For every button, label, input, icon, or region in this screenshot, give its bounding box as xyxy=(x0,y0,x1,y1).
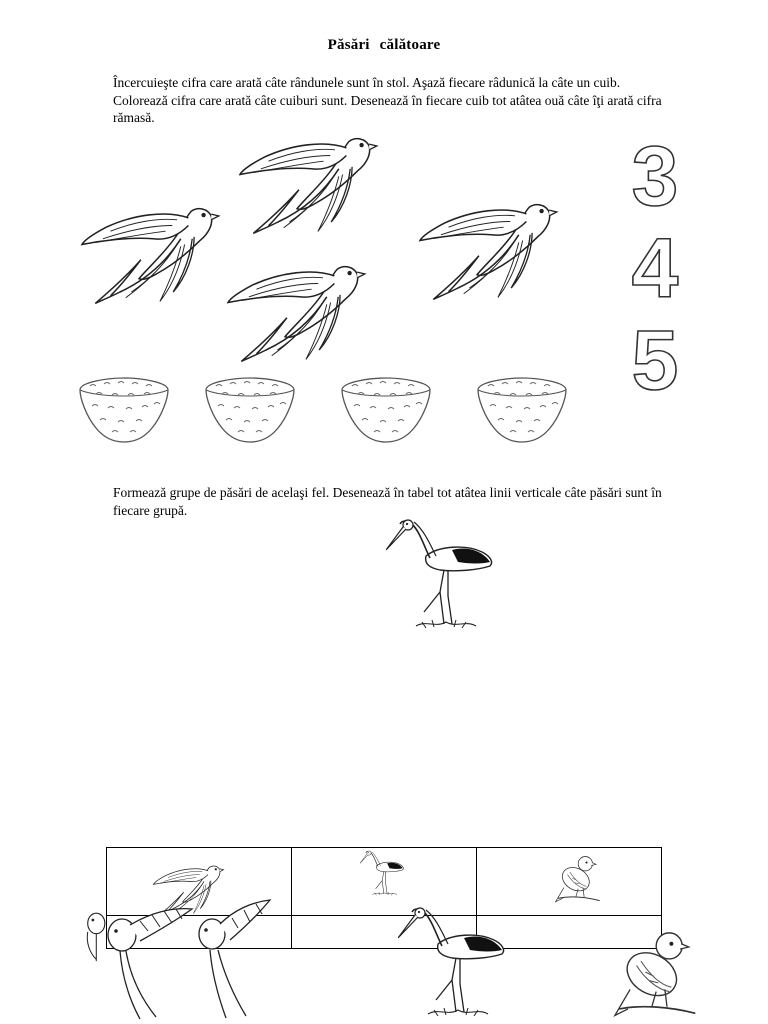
bottom-sparrow xyxy=(606,922,702,1022)
nest-icon xyxy=(206,378,294,442)
title-word-2: călătoare xyxy=(379,37,441,53)
table-header-sparrow xyxy=(552,848,602,908)
stork-icon xyxy=(386,520,492,628)
digit-column xyxy=(625,130,685,406)
stork-illustration xyxy=(386,516,498,636)
table-header-stork xyxy=(360,848,406,900)
digit-3[interactable]: 3 xyxy=(631,129,679,223)
nest-row xyxy=(76,374,576,454)
digit-5[interactable]: 5 xyxy=(631,313,679,407)
digit-4[interactable]: 4 xyxy=(631,221,679,315)
title-word-1: Păsări xyxy=(327,37,370,53)
sparrow-icon xyxy=(556,857,600,902)
nest-icon xyxy=(478,378,566,442)
swallow-flock xyxy=(70,125,570,385)
stork-icon xyxy=(360,851,403,895)
swallow-icon xyxy=(240,139,377,234)
bottom-stork xyxy=(398,904,510,1024)
swallow-icon xyxy=(82,209,219,304)
task-2-instructions: Formează grupe de păsări de acelaşi fel. Desenează în tabel tot atâtea linii verticale câte păsări sunt în fiecare grupă. xyxy=(113,485,662,518)
bottom-swallow-3 xyxy=(190,898,274,1022)
bottom-swallow-2 xyxy=(100,905,200,1023)
nest-icon xyxy=(80,378,168,442)
page-title xyxy=(0,37,768,54)
task-1-instructions: Încercuieşte cifra care arată câte rândunele sunt în stol. Aşază fiecare râdunică la câte un cuib. Colorează cifra care arată câte cuiburi sunt. Desenează în fiecare cuib tot atâtea ouă câte îţi arată cifra rămasă. xyxy=(113,75,662,125)
sparrow-icon xyxy=(615,933,695,1016)
swallow-icon xyxy=(420,205,557,300)
swallow-icon xyxy=(228,267,365,362)
nest-icon xyxy=(342,378,430,442)
stork-icon xyxy=(398,908,504,1016)
